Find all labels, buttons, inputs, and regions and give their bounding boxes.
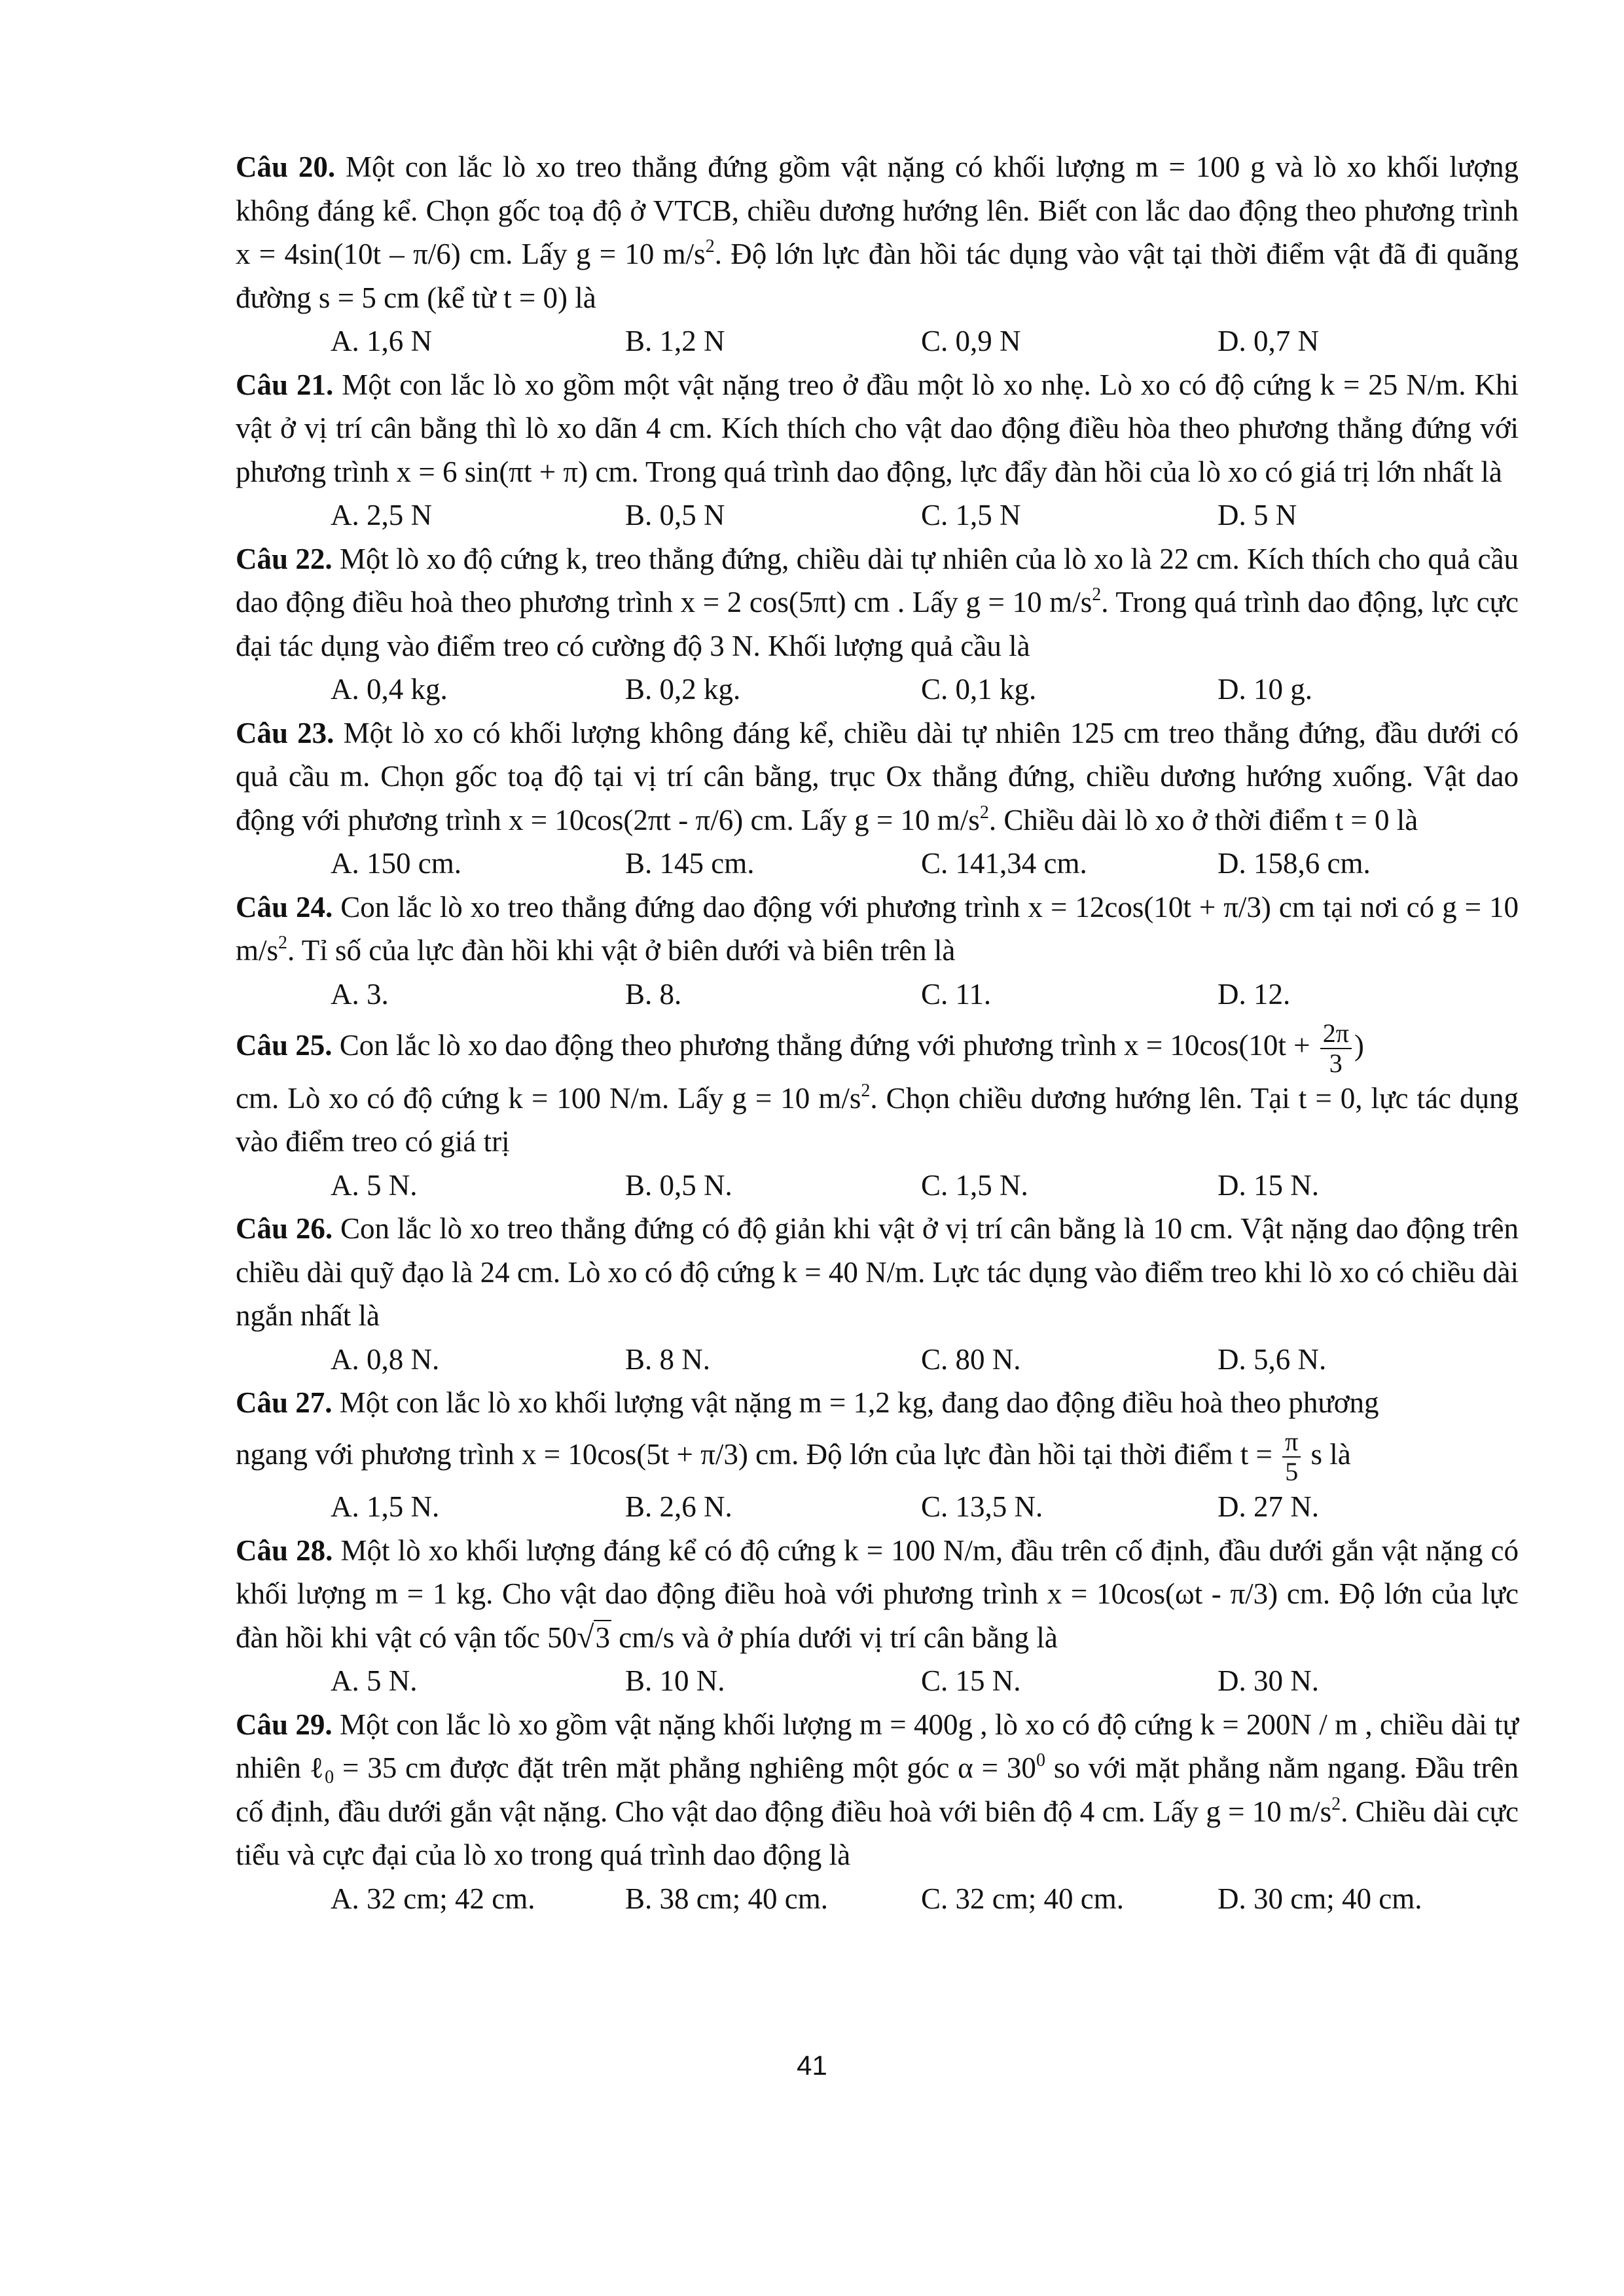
- superscript: 0: [1036, 1750, 1045, 1771]
- stem-text: . Trong quá trình dao động, lực cực đại tác dụng vào điểm treo có cường độ 3 N. Khối lượng quả cầu là: [236, 586, 1519, 662]
- option-a[interactable]: A. 2,5 N: [331, 499, 432, 531]
- question-stem: [236, 1529, 1519, 1660]
- option-d[interactable]: D. 5,6 N.: [1218, 1342, 1327, 1376]
- stem-text: . Độ lớn lực đàn hồi tác dụng vào vật tại thời điểm vật đã đi quãng đường s = 5 cm (kể từ t = 0) là: [236, 238, 1519, 314]
- answer-options: [236, 1338, 1519, 1382]
- question-label: Câu 29.: [236, 1708, 333, 1741]
- stem-text: Một lò xo có khối lượng không đáng kể, chiều dài tự nhiên 125 cm treo thẳng đứng, đầu dưới có quả cầu m. Chọn gốc toạ độ tại vị trí cân bằng, trục Ox thẳng đứng, chiều dương hướng xuống. Vật dao động với phương trình x = 10cos(2πt - π/6) cm. Lấy g = 10 m/s: [236, 716, 1519, 836]
- option-c[interactable]: C. 1,5 N: [921, 499, 1021, 531]
- stem-text: . Tỉ số của lực đàn hồi khi vật ở biên dưới và biên trên là: [287, 934, 956, 967]
- option-b[interactable]: B. 2,6 N.: [625, 1490, 732, 1524]
- answer-options: [236, 1164, 1519, 1208]
- option-a[interactable]: A. 5 N.: [331, 1664, 418, 1698]
- question-label: Câu 25.: [236, 1029, 333, 1062]
- question-stem: [236, 711, 1519, 842]
- option-c[interactable]: C. 11.: [921, 977, 992, 1011]
- option-b[interactable]: B. 0,5 N: [625, 499, 725, 531]
- question-label: Câu 21.: [236, 368, 334, 401]
- option-d[interactable]: D. 30 cm; 40 cm.: [1218, 1882, 1422, 1915]
- question-25: [236, 1016, 1519, 1207]
- question-label: Câu 20.: [236, 151, 336, 183]
- answer-options: [236, 1485, 1519, 1529]
- superscript: 2: [979, 802, 989, 823]
- stem-text: = 35 cm được đặt trên mặt phẳng nghiêng một góc α = 30: [334, 1751, 1036, 1785]
- option-a[interactable]: A. 0,8 N.: [331, 1342, 440, 1376]
- question-23: [236, 711, 1519, 886]
- option-d[interactable]: D. 10 g.: [1218, 673, 1312, 706]
- question-stem: [236, 1381, 1519, 1425]
- fraction: [1320, 1020, 1352, 1077]
- question-stem-continued: [236, 1077, 1519, 1164]
- stem-text: Một con lắc lò xo treo thẳng đứng gồm vật nặng có khối lượng m = 100 g và lò xo khối lượng không đáng kể. Chọn gốc toạ độ ở VTCB, chiều dương hướng lên. Biết con lắc dao động theo phương trình x = 4sin(10t – π/6) cm. Lấy g = 10 m/s: [236, 151, 1519, 270]
- question-stem: [236, 1016, 1519, 1077]
- option-a[interactable]: A. 150 cm.: [331, 847, 461, 880]
- superscript: 2: [278, 933, 288, 953]
- question-stem-continued: [236, 1425, 1519, 1486]
- stem-text: Một con lắc lò xo gồm một vật nặng treo ở đầu một lò xo nhẹ. Lò xo có độ cứng k = 25 N/m. Khi vật ở vị trí cân bằng thì lò xo dãn 4 cm. Kích thích cho vật dao động điều hòa theo phương thẳng đứng với phương trình x = 6 sin(πt + π) cm. Trong quá trình dao động, lực đẩy đàn hồi của lò xo có giá trị lớn nhất là: [236, 368, 1519, 488]
- stem-text: cm. Lò xo có độ cứng k = 100 N/m. Lấy g = 10 m/s: [236, 1081, 861, 1115]
- question-label: Câu 27.: [236, 1386, 333, 1420]
- option-b[interactable]: B. 145 cm.: [625, 847, 755, 880]
- answer-options: [236, 1877, 1519, 1921]
- option-c[interactable]: C. 13,5 N.: [921, 1490, 1043, 1524]
- option-a[interactable]: A. 1,5 N.: [331, 1490, 440, 1524]
- question-label: Câu 28.: [236, 1534, 333, 1567]
- option-a[interactable]: A. 5 N.: [331, 1168, 418, 1202]
- stem-text: Con lắc lò xo treo thẳng đứng dao động với phương trình x = 12cos(10t + π/3) cm tại nơi có g = 10 m/s: [236, 890, 1519, 967]
- stem-text: Một lò xo khối lượng đáng kể có độ cứng k = 100 N/m, đầu trên cố định, đầu dưới gắn vật nặng có khối lượng m = 1 kg. Cho vật dao động điều hoà với phương trình x = 10cos(ωt - π/3) cm. Độ lớn của lực đàn hồi khi vật có vận tốc 50: [236, 1534, 1519, 1654]
- answer-options: [236, 842, 1519, 886]
- stem-text: s là: [1303, 1437, 1351, 1471]
- fraction: [1282, 1429, 1301, 1485]
- option-c[interactable]: C. 0,1 kg.: [921, 673, 1037, 706]
- superscript: 2: [861, 1080, 871, 1101]
- option-a[interactable]: A. 1,6 N: [331, 325, 432, 357]
- question-label: Câu 24.: [236, 890, 333, 924]
- question-stem: [236, 1703, 1519, 1877]
- exam-page: [236, 145, 1519, 1920]
- option-d[interactable]: D. 12.: [1218, 977, 1291, 1011]
- question-29: [236, 1703, 1519, 1921]
- radical-sign: √: [577, 1619, 594, 1655]
- stem-text: Con lắc lò xo dao động theo phương thẳng đứng với phương trình x = 10cos(10t +: [332, 1029, 1318, 1062]
- answer-options: [236, 319, 1519, 363]
- option-c[interactable]: C. 32 cm; 40 cm.: [921, 1882, 1124, 1915]
- fraction-numerator: 2π: [1320, 1020, 1352, 1049]
- question-label: Câu 22.: [236, 542, 333, 575]
- question-24: [236, 886, 1519, 1016]
- option-b[interactable]: B. 0,2 kg.: [625, 673, 741, 706]
- stem-text: . Chọn chiều dương hướng lên. Tại t = 0, lực tác dụng vào điểm treo có giá trị: [236, 1081, 1519, 1158]
- superscript: 2: [705, 236, 715, 257]
- question-20: [236, 145, 1519, 363]
- question-stem: [236, 363, 1519, 494]
- fraction-numerator: π: [1282, 1429, 1301, 1458]
- radicand: 3: [595, 1621, 610, 1654]
- stem-text: cm/s và ở phía dưới vị trí cân bằng là: [611, 1621, 1058, 1654]
- answer-options: [236, 668, 1519, 711]
- option-c[interactable]: C. 141,34 cm.: [921, 847, 1087, 880]
- option-b[interactable]: B. 0,5 N.: [625, 1168, 732, 1202]
- stem-text: . Chiều dài lò xo ở thời điểm t = 0 là: [988, 803, 1418, 836]
- option-b[interactable]: B. 10 N.: [625, 1664, 725, 1698]
- option-c[interactable]: C. 80 N.: [921, 1342, 1021, 1376]
- option-a[interactable]: A. 3.: [331, 977, 389, 1011]
- subscript: 0: [325, 1767, 334, 1788]
- question-27: [236, 1381, 1519, 1529]
- stem-text: ): [1354, 1029, 1364, 1062]
- stem-text: Một con lắc lò xo khối lượng vật nặng m = 1,2 kg, đang dao động điều hoà theo phương: [332, 1386, 1379, 1420]
- question-stem: [236, 886, 1519, 973]
- option-a[interactable]: A. 32 cm; 42 cm.: [331, 1882, 535, 1915]
- option-b[interactable]: B. 1,2 N: [625, 325, 725, 357]
- question-stem: [236, 145, 1519, 319]
- option-d[interactable]: D. 15 N.: [1218, 1168, 1319, 1202]
- superscript: 2: [1331, 1793, 1341, 1814]
- question-label: Câu 23.: [236, 716, 334, 749]
- option-d[interactable]: D. 30 N.: [1218, 1664, 1319, 1698]
- option-b[interactable]: B. 8.: [625, 977, 682, 1011]
- option-c[interactable]: C. 0,9 N: [921, 325, 1021, 357]
- stem-text: so với mặt phẳng nằm ngang. Đầu trên cố định, đầu dưới gắn vật nặng. Cho vật dao động điều hoà với biên độ 4 cm. Lấy g = 10 m/s: [236, 1751, 1519, 1828]
- square-root: [577, 1621, 611, 1654]
- option-b[interactable]: B. 38 cm; 40 cm.: [625, 1882, 828, 1915]
- stem-text: Một lò xo độ cứng k, treo thẳng đứng, chiều dài tự nhiên của lò xo là 22 cm. Kích thích cho quả cầu dao động điều hoà theo phương trình x = 2 cos(5πt) cm . Lấy g = 10 m/s: [236, 542, 1519, 619]
- answer-options: [236, 1659, 1519, 1703]
- stem-text: ngang với phương trình x = 10cos(5t + π/3) cm. Độ lớn của lực đàn hồi tại thời điểm t =: [236, 1437, 1280, 1471]
- page-number: 41: [797, 2050, 827, 2081]
- option-d[interactable]: D. 27 N.: [1218, 1490, 1319, 1524]
- question-label: Câu 26.: [236, 1212, 333, 1246]
- fraction-denominator: 5: [1285, 1457, 1299, 1487]
- option-d[interactable]: D. 0,7 N: [1218, 325, 1319, 357]
- option-d[interactable]: D. 5 N: [1218, 499, 1297, 531]
- question-21: [236, 363, 1519, 537]
- option-b[interactable]: B. 8 N.: [625, 1342, 711, 1376]
- stem-text: . Chiều dài cực tiểu và cực đại của lò xo trong quá trình dao động là: [236, 1795, 1519, 1872]
- option-c[interactable]: C. 15 N.: [921, 1664, 1021, 1698]
- option-a[interactable]: A. 0,4 kg.: [331, 673, 448, 706]
- question-stem: [236, 537, 1519, 668]
- option-c[interactable]: C. 1,5 N.: [921, 1168, 1028, 1202]
- answer-options: [236, 973, 1519, 1016]
- question-26: [236, 1207, 1519, 1381]
- option-d[interactable]: D. 158,6 cm.: [1218, 847, 1371, 880]
- answer-options: [236, 493, 1519, 537]
- fraction-denominator: 3: [1329, 1048, 1343, 1078]
- stem-text: Con lắc lò xo treo thẳng đứng có độ giản khi vật ở vị trí cân bằng là 10 cm. Vật nặng dao động trên chiều dài quỹ đạo là 24 cm. Lò xo có độ cứng k = 40 N/m. Lực tác dụng vào điểm treo khi lò xo có chiều dài ngắn nhất là: [236, 1212, 1519, 1333]
- stem-text: Một con lắc lò xo gồm vật nặng khối lượng m = 400g , lò xo có độ cứng k = 200N / m , chiều dài tự nhiên ℓ: [236, 1708, 1519, 1785]
- question-22: [236, 537, 1519, 711]
- question-28: [236, 1529, 1519, 1703]
- question-stem: [236, 1207, 1519, 1338]
- superscript: 2: [1092, 584, 1102, 605]
